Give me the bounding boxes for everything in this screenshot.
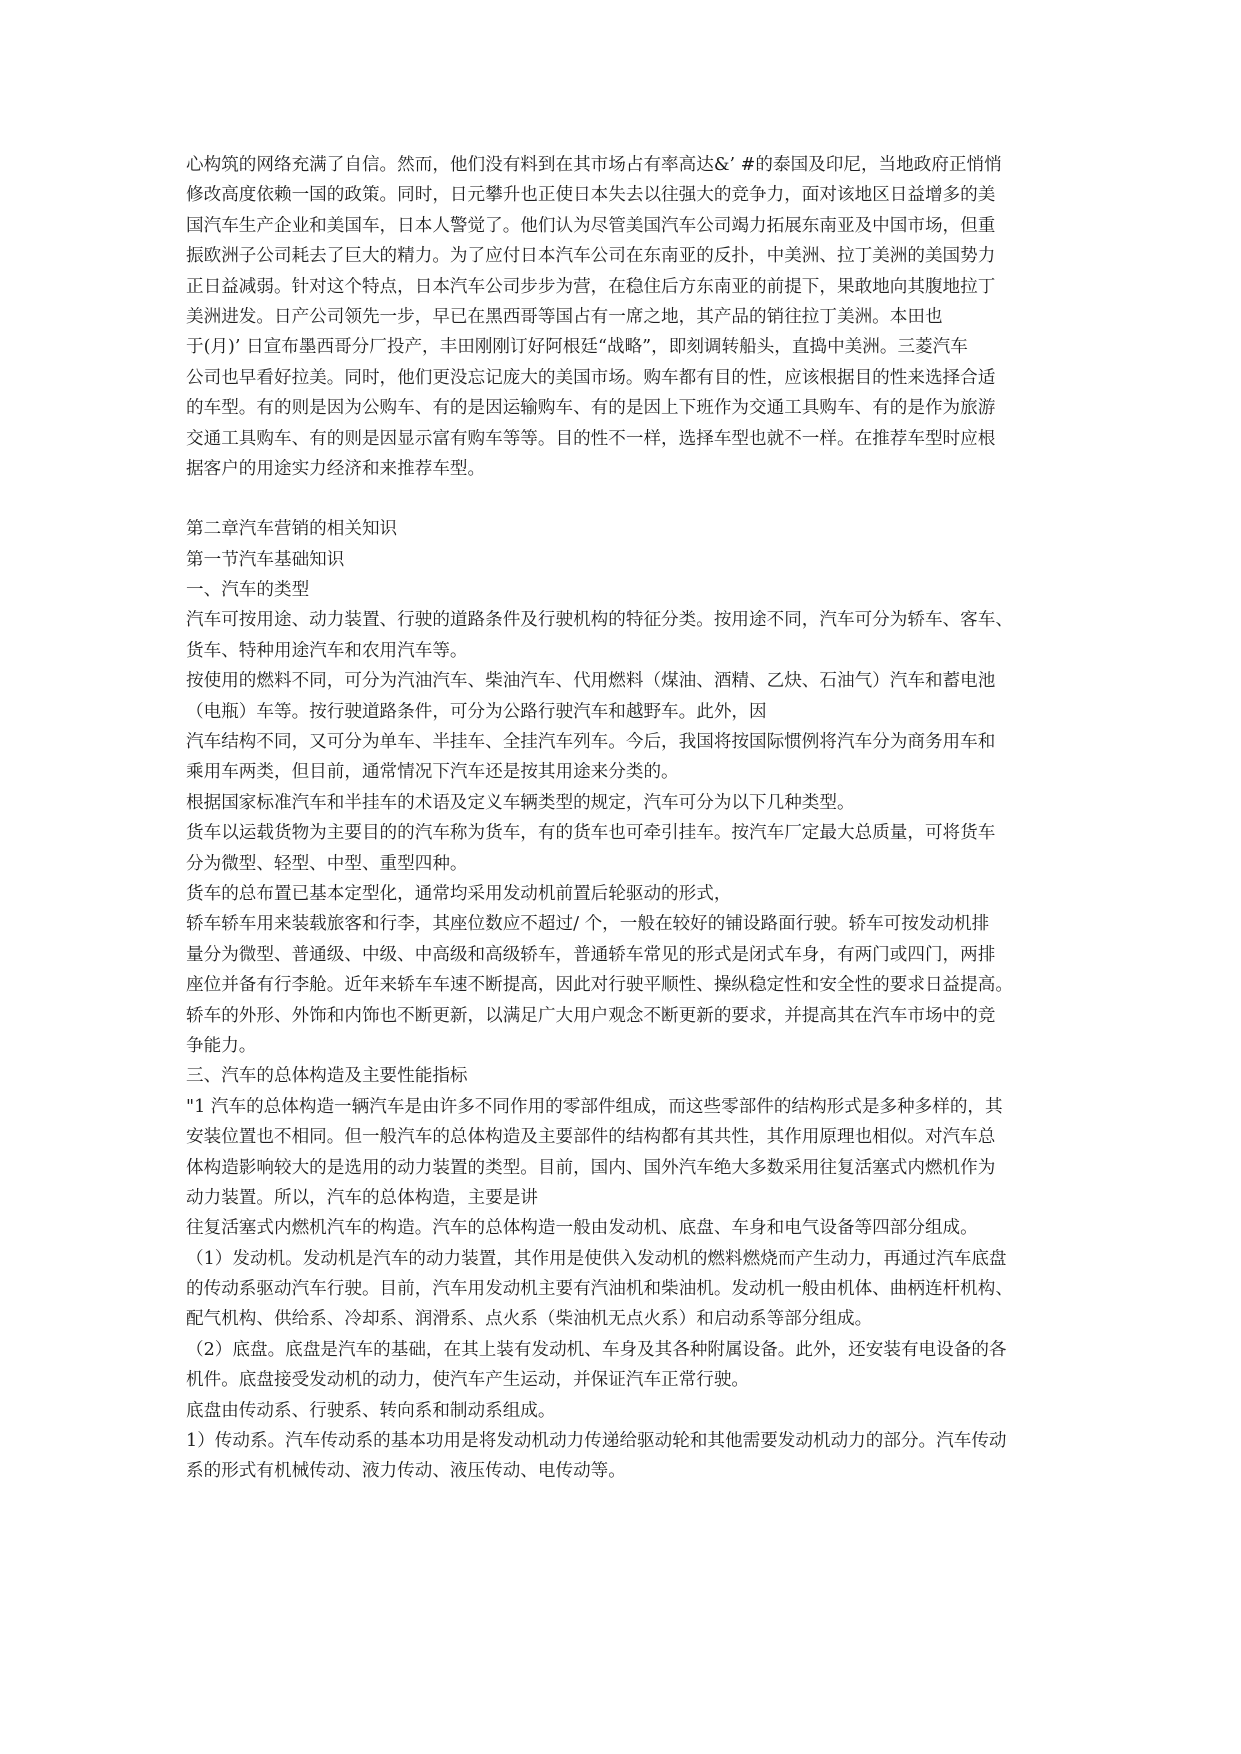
text-line: 座位并备有行李舱。近年来轿车车速不断提高，因此对行驶平顺性、操纵稳定性和安全性的要求日益提高。 xyxy=(186,975,1013,996)
text-line: 轿车轿车用来装载旅客和行李，其座位数应不超过/ 个，一般在较好的铺设路面行驶。轿车可按发动机排 xyxy=(186,914,990,935)
text-line: 交通工具购车、有的则是因显示富有购车等等。目的性不一样，选择车型也就不一样。在推荐车型时应根 xyxy=(186,428,996,449)
text-line: 货车、特种用途汽车和农用汽车等。 xyxy=(186,640,468,661)
text-line: 安装位置也不相同。但一般汽车的总体构造及主要部件的结构都有其共性，其作用原理也相似。对汽车总 xyxy=(186,1127,996,1148)
text-line: 正日益减弱。针对这个特点，日本汽车公司步步为营，在稳住后方东南亚的前提下，果敢地向其腹地拉丁 xyxy=(186,276,996,297)
subsection-title: 一、汽车的类型 xyxy=(186,580,310,601)
text-line: 于(月)’ 日宣布墨西哥分厂投产，丰田刚刚订好阿根廷“战略”，即刻调转船头，直捣中美洲。三菱汽车 xyxy=(186,337,968,358)
text-line: 心构筑的网络充满了自信。然而，他们没有料到在其市场占有率高达&’ #的泰国及印尼，当地政府正悄悄 xyxy=(186,155,1002,175)
text-line: 体构造影响较大的是选用的动力装置的类型。目前，国内、国外汽车绝大多数采用往复活塞式内燃机作为 xyxy=(186,1157,996,1178)
text-line: 货车以运载货物为主要目的的汽车称为货车，有的货车也可牵引挂车。按汽车厂定最大总质量，可将货车 xyxy=(186,823,996,844)
text-line: "1 汽车的总体构造一辆汽车是由许多不同作用的零部件组成，而这些零部件的结构形式是多种多样的，其 xyxy=(186,1096,1003,1117)
text-line: 货车的总布置已基本定型化，通常均采用发动机前置后轮驱动的形式， xyxy=(186,883,732,904)
chapter-title: 第二章汽车营销的相关知识 xyxy=(186,519,398,540)
text-line: 往复活塞式内燃机汽车的构造。汽车的总体构造一般由发动机、底盘、车身和电气设备等四部分组成。 xyxy=(186,1218,978,1239)
text-line: 机件。底盘接受发动机的动力，使汽车产生运动，并保证汽车正常行驶。 xyxy=(186,1370,750,1391)
text-line: 分为微型、轻型、中型、重型四种。 xyxy=(186,853,468,874)
text-line: 按使用的燃料不同，可分为汽油汽车、柴油汽车、代用燃料（煤油、酒精、乙炔、石油气）汽车和蓄电池 xyxy=(186,671,996,692)
text-line: 1）传动系。汽车传动系的基本功用是将发动机动力传递给驱动轮和其他需要发动机动力的部分。汽车传动 xyxy=(186,1431,1007,1452)
subsection-title: 三、汽车的总体构造及主要性能指标 xyxy=(186,1066,468,1087)
text-line: 争能力。 xyxy=(186,1035,257,1056)
text-line: 国汽车生产企业和美国车，日本人警觉了。他们认为尽管美国汽车公司竭力拓展东南亚及中国市场，但重 xyxy=(186,215,996,236)
text-line: 公司也早看好拉美。同时，他们更没忘记庞大的美国市场。购车都有目的性，应该根据目的性来选择合适 xyxy=(186,367,996,388)
text-line: （2）底盘。底盘是汽车的基础，在其上装有发动机、车身及其各种附属设备。此外，还安装有电设备的各 xyxy=(186,1339,1007,1360)
text-line: 的传动系驱动汽车行驶。目前，汽车用发动机主要有汽油机和柴油机。发动机一般由机体、曲柄连杆机构、 xyxy=(186,1279,1013,1300)
text-line: 修改高度依赖一国的政策。同时，日元攀升也正使日本失去以往强大的竞争力，面对该地区日益增多的美 xyxy=(186,185,996,206)
text-line: 据客户的用途实力经济和来推荐车型。 xyxy=(186,458,486,479)
text-line: 根据国家标准汽车和半挂车的术语及定义车辆类型的规定，汽车可分为以下几种类型。 xyxy=(186,792,855,813)
text-line: 动力装置。所以，汽车的总体构造，主要是讲 xyxy=(186,1187,538,1208)
text-line: （1）发动机。发动机是汽车的动力装置，其作用是使供入发动机的燃料燃烧而产生动力，再通过汽车底盘 xyxy=(186,1248,1007,1269)
text-line: （电瓶）车等。按行驶道路条件，可分为公路行驶汽车和越野车。此外，因 xyxy=(186,701,767,722)
text-line: 汽车可按用途、动力装置、行驶的道路条件及行驶机构的特征分类。按用途不同，汽车可分为轿车、客车、 xyxy=(186,610,1013,631)
text-line: 量分为微型、普通级、中级、中高级和高级轿车，普通轿车常见的形式是闭式车身，有两门或四门，两排 xyxy=(186,944,996,965)
text-line: 轿车的外形、外饰和内饰也不断更新，以满足广大用户观念不断更新的要求，并提高其在汽车市场中的竞 xyxy=(186,1005,996,1026)
text-line: 振欧洲子公司耗去了巨大的精力。为了应付日本汽车公司在东南亚的反扑，中美洲、拉丁美洲的美国势力 xyxy=(186,246,996,267)
chapter-body xyxy=(186,514,1066,1487)
section-title: 第一节汽车基础知识 xyxy=(186,549,345,570)
text-line: 底盘由传动系、行驶系、转向系和制动系组成。 xyxy=(186,1400,556,1421)
text-line: 的车型。有的则是因为公购车、有的是因运输购车、有的是因上下班作为交通工具购车、有的是作为旅游 xyxy=(186,398,996,419)
intro-paragraph xyxy=(186,150,1066,484)
text-line: 汽车结构不同，又可分为单车、半挂车、全挂汽车列车。今后，我国将按国际惯例将汽车分为商务用车和 xyxy=(186,732,996,753)
document-page xyxy=(186,150,1066,1487)
paragraph-gap xyxy=(186,484,1066,514)
text-line: 美洲进发。日产公司领先一步，早已在黑西哥等国占有一席之地，其产品的销往拉丁美洲。本田也 xyxy=(186,306,943,327)
text-line: 乘用车两类，但目前，通常情况下汽车还是按其用途来分类的。 xyxy=(186,762,679,783)
text-line: 系的形式有机械传动、液力传动、液压传动、电传动等。 xyxy=(186,1461,626,1482)
text-line: 配气机构、供给系、冷却系、润滑系、点火系（柴油机无点火系）和启动系等部分组成。 xyxy=(186,1309,873,1330)
